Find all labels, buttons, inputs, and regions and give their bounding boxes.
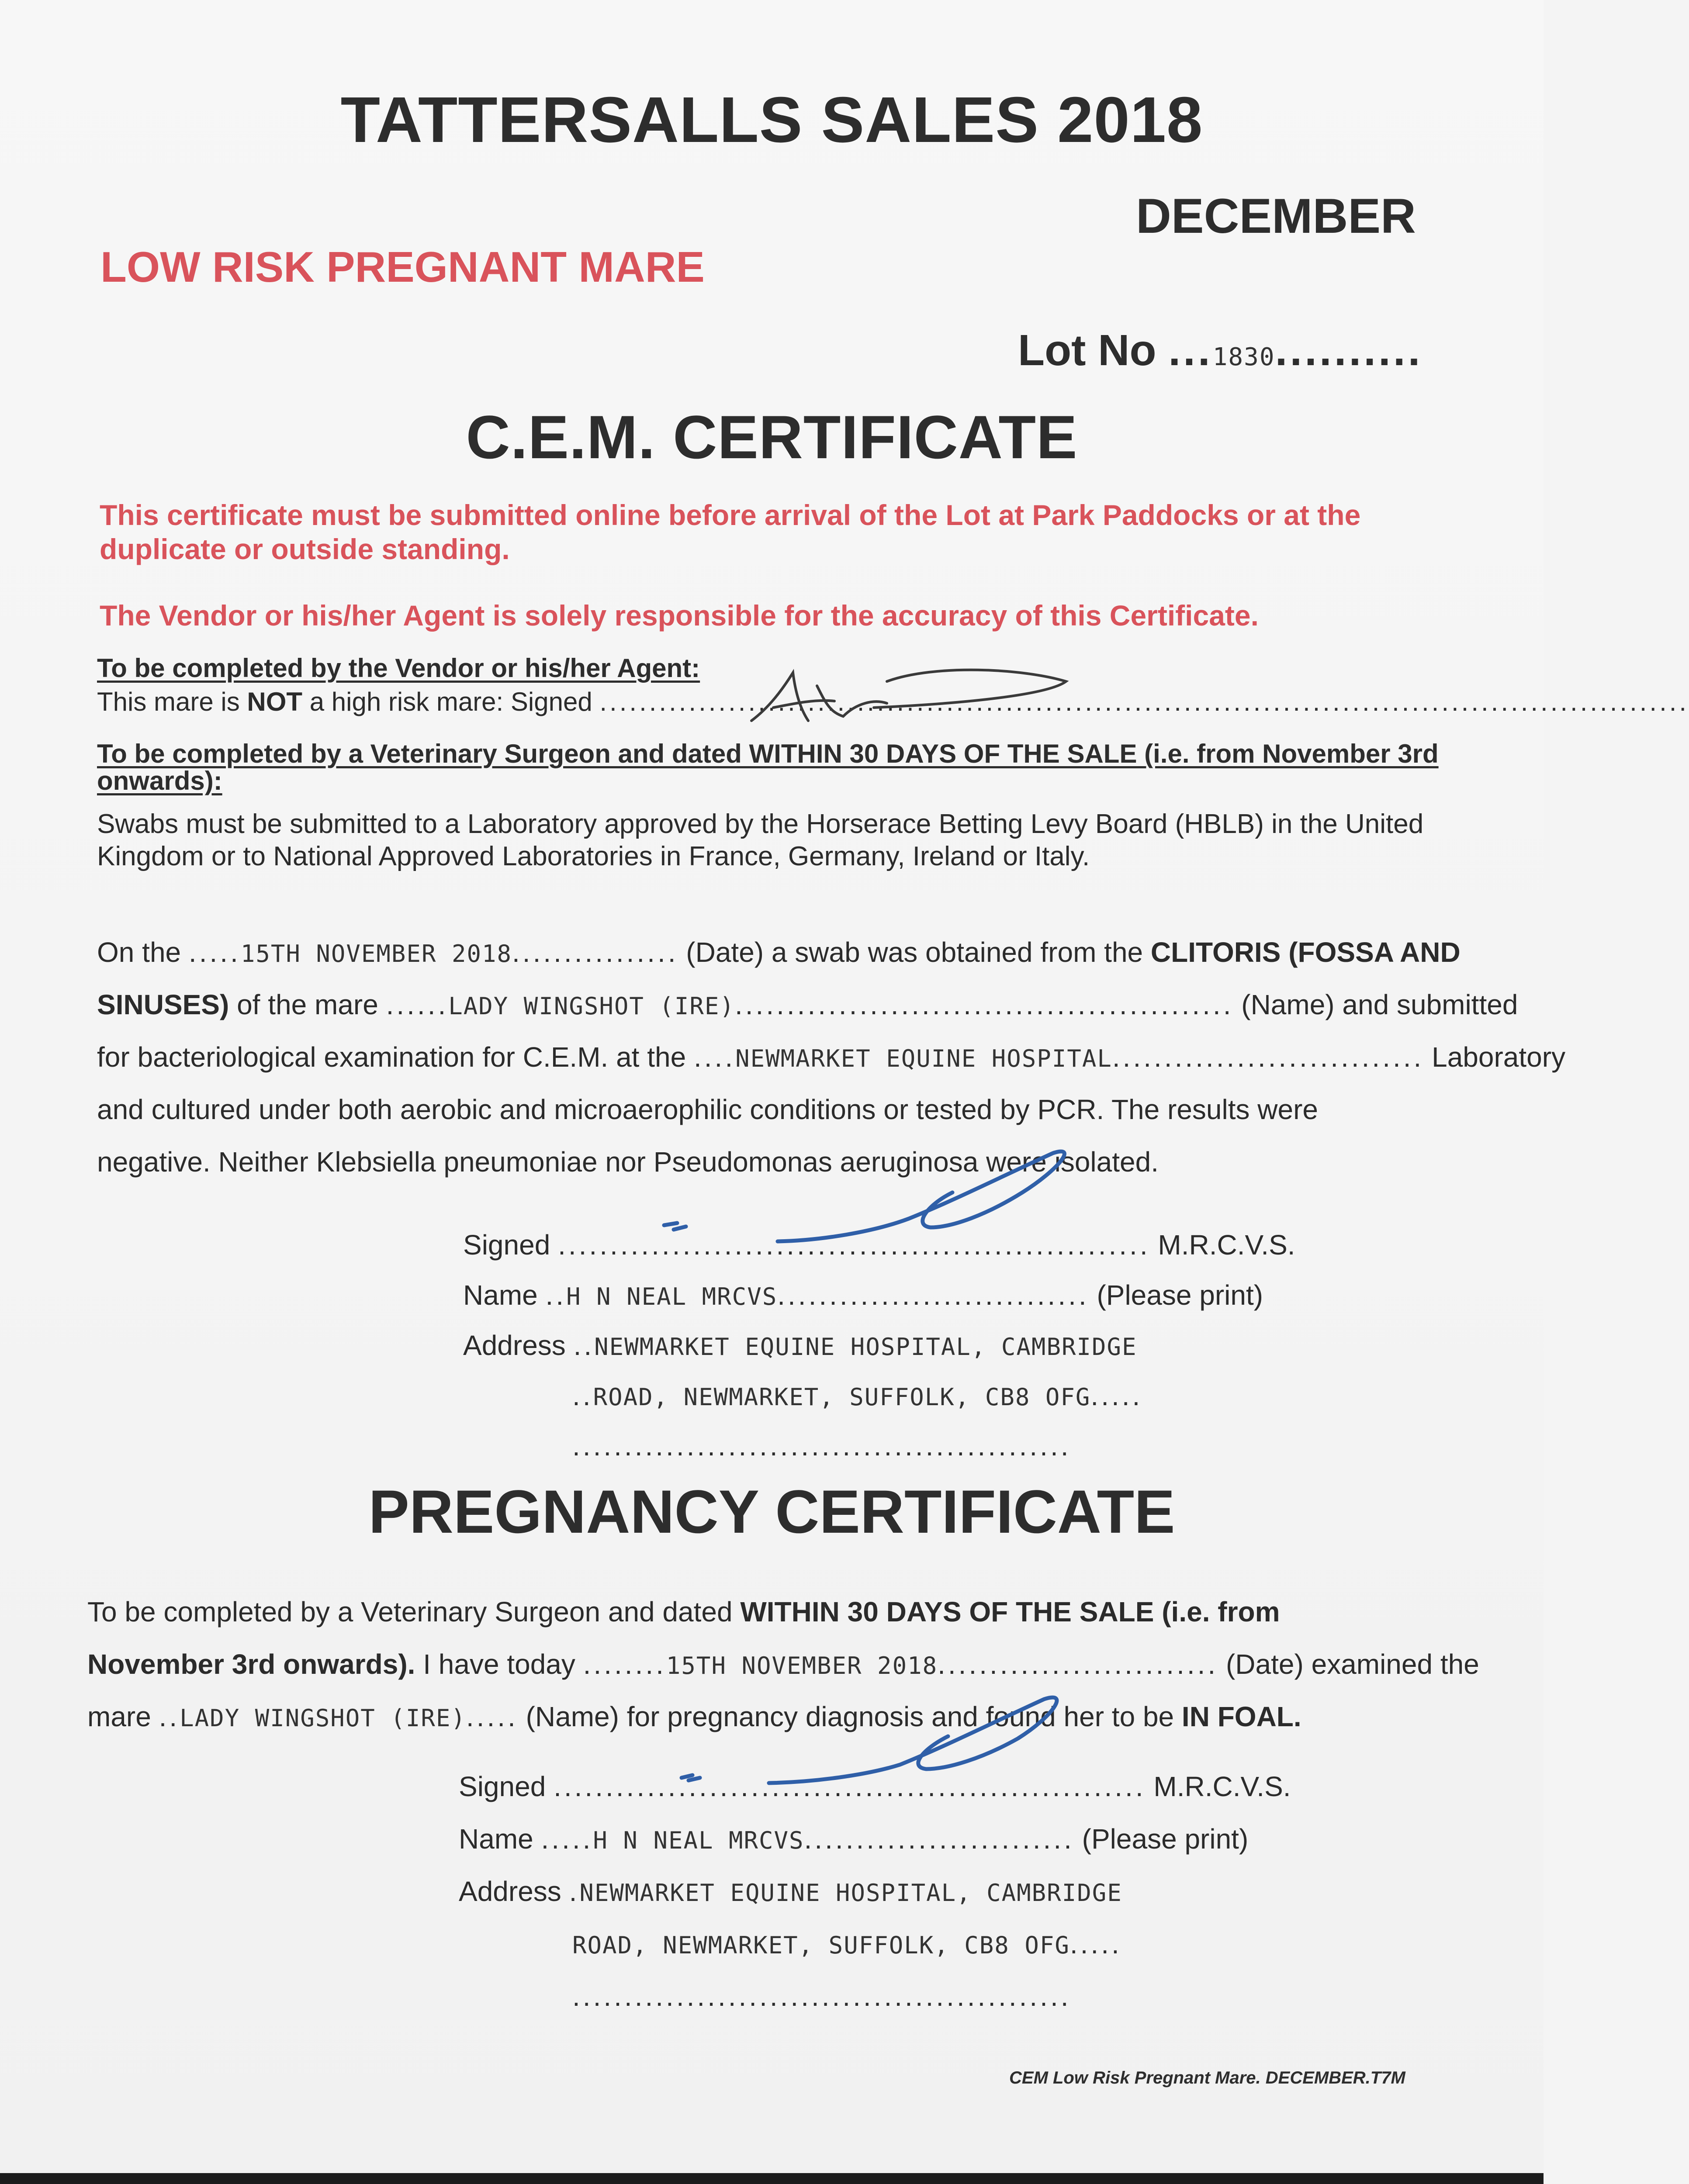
preg-address-dots-2: ..... [1069,1928,1122,1959]
cem-lab-name: NEWMARKET EQUINE HOSPITAL [735,1045,1112,1072]
form-code: CEM Low Risk Pregnant Mare. DECEMBER.T7M [1009,2068,1405,2087]
preg-date-dots-before: ........ [583,1648,666,1680]
cem-laboratory: Laboratory [1432,1041,1566,1073]
lot-value: 1830 [1212,343,1275,371]
preg-name-row [459,1817,1248,1863]
cem-notice-online: This certificate must be submitted online before arrival of the Lot at Park Paddocks or at the duplicate or outside standing. [100,499,1361,565]
cem-name-label: Name [463,1279,538,1311]
cem-address-label: Address [463,1330,566,1361]
cem-address-dots-1: .. [573,1330,595,1361]
preg-line-2 [87,1642,1479,1688]
preg-date-text: (Date) examined the [1225,1648,1479,1680]
preg-mare-dots-after: ..... [466,1701,518,1732]
cem-address-row-2 [572,1374,1142,1419]
preg-date-dots-after: ........................... [938,1648,1218,1680]
preg-signed-dots: ......................................................... [554,1771,1146,1802]
cem-signed-dots: ......................................................... [558,1229,1150,1261]
cem-site-part2: SINUSES) [97,989,229,1020]
sale-month: DECEMBER [1136,189,1416,243]
cem-name-dots-before: .. [545,1279,567,1311]
cem-site-part1: CLITORIS (FOSSA AND [1150,936,1461,968]
cem-vet-signature [647,1140,1083,1254]
cem-address-line-2: ROAD, NEWMARKET, SUFFOLK, CB8 OFG [593,1383,1091,1411]
cem-date-dots-after: ................ [512,936,678,968]
cem-exam-text: for bacteriological examination for C.E.M. at the [97,1041,686,1073]
preg-address-line-2: ROAD, NEWMARKET, SUFFOLK, CB8 OFG [572,1932,1070,1959]
cem-line-2 [97,983,1518,1028]
preg-signed-label: Signed [459,1771,546,1802]
preg-address-label: Address [459,1876,561,1907]
cem-signed-label: Signed [463,1229,550,1261]
preg-result: IN FOAL. [1181,1701,1301,1732]
preg-mare-dots-before: .. [159,1701,180,1732]
cem-vet-name: H N NEAL MRCVS [566,1283,778,1310]
preg-name-label: Name [459,1823,533,1855]
preg-address-row-3: ................................................ [572,1980,1071,2012]
cem-mrcvs: M.R.C.V.S. [1158,1229,1295,1261]
cem-name-row [463,1273,1263,1319]
preg-please-print: (Please print) [1082,1823,1249,1855]
vendor-line-start: This mare is [97,687,247,716]
cem-mare-name: LADY WINGSHOT (IRE) [448,992,735,1020]
cem-name-dots-after: .............................. [777,1279,1089,1311]
cem-mare-dots-before: ...... [386,989,449,1020]
cem-name-submitted: (Name) and submitted [1241,989,1518,1020]
preg-name-dots-after: .......................... [804,1823,1074,1855]
scan-bottom-edge [0,2173,1544,2184]
cem-lab-dots-after: .............................. [1112,1041,1424,1073]
swab-requirement: Swabs must be submitted to a Laboratory approved by the Horserace Betting Levy Board (HBLB) in the United Kingdom or to National Approved Laboratories in France, Germany, Ireland or Italy. [97,809,1424,871]
cem-address-dots-2b: ..... [1090,1380,1143,1411]
preg-mrcvs: M.R.C.V.S. [1153,1771,1291,1802]
preg-have-today: I have today [423,1648,575,1680]
pregnancy-title: PREGNANCY CERTIFICATE [368,1477,1175,1546]
cem-swab-date: 15TH NOVEMBER 2018 [240,940,512,968]
preg-vet-signature [647,1682,1083,1795]
preg-diagnosis-text: (Name) for pregnancy diagnosis and found her to be [526,1701,1174,1732]
vendor-signature [743,655,1083,734]
cem-line-4: and cultured under both aerobic and microaerophilic conditions or tested by PCR. The results were [97,1094,1318,1125]
vet-heading: To be completed by a Veterinary Surgeon and dated WITHIN 30 DAYS OF THE SALE (i.e. from November 3rd onwards): [97,739,1439,795]
vendor-heading: To be completed by the Vendor or his/her Agent: [97,653,700,683]
preg-line-1 [87,1590,1280,1634]
cem-lab-dots-before: .... [693,1041,736,1073]
cem-line-1 [97,930,1461,976]
preg-address-dots-1: . [569,1876,580,1907]
vendor-signature-dots: .............................................................................................................. [599,687,1689,716]
vendor-line-not: NOT [247,687,303,716]
preg-address-row-1 [459,1870,1122,1915]
preg-deadline-part1: WITHIN 30 DAYS OF THE SALE (i.e. from [740,1596,1280,1628]
cem-address-line-1: NEWMARKET EQUINE HOSPITAL, CAMBRIDGE [594,1333,1137,1361]
cem-title: C.E.M. CERTIFICATE [466,403,1078,471]
cem-please-print: (Please print) [1097,1279,1263,1311]
cem-notice-responsibility: The Vendor or his/her Agent is solely responsible for the accuracy of this Certificate. [100,599,1259,632]
cem-line-5: negative. Neither Klebsiella pneumoniae nor Pseudomonas aeruginosa were isolated. [97,1146,1159,1178]
cem-of-the-mare: of the mare [237,989,378,1020]
cem-date-dots-before: ..... [188,936,241,968]
preg-mare-name: LADY WINGSHOT (IRE) [180,1704,466,1732]
preg-address-row-2 [572,1922,1122,1967]
cem-mare-dots-after: ................................................ [734,989,1234,1020]
preg-name-dots-before: ..... [541,1823,593,1855]
lot-dots-before: ... [1168,326,1213,375]
lot-label: Lot No [1018,326,1156,375]
lot-number [1018,325,1422,376]
preg-exam-date: 15TH NOVEMBER 2018 [666,1652,938,1679]
mare-category: LOW RISK PREGNANT MARE [100,243,705,291]
preg-vet-name: H N NEAL MRCVS [593,1827,804,1854]
cem-address-row-1 [463,1324,1137,1369]
cem-address-row-3: ................................................ [572,1430,1071,1462]
cem-date-text: (Date) a swab was obtained from the [686,936,1143,968]
preg-address-line-1: NEWMARKET EQUINE HOSPITAL, CAMBRIDGE [579,1879,1122,1907]
preg-mare-label: mare [87,1701,151,1732]
vendor-line-end: a high risk mare: Signed [302,687,592,716]
preg-deadline-part2: November 3rd onwards). [87,1648,415,1680]
cem-line-3 [97,1035,1565,1081]
preg-intro: To be completed by a Veterinary Surgeon and dated [87,1596,733,1628]
cem-on-the: On the [97,936,181,968]
cem-address-dots-2: .. [572,1380,593,1411]
sale-title: TATTERSALLS SALES 2018 [340,84,1203,156]
lot-dots-after: .......... [1275,326,1423,375]
